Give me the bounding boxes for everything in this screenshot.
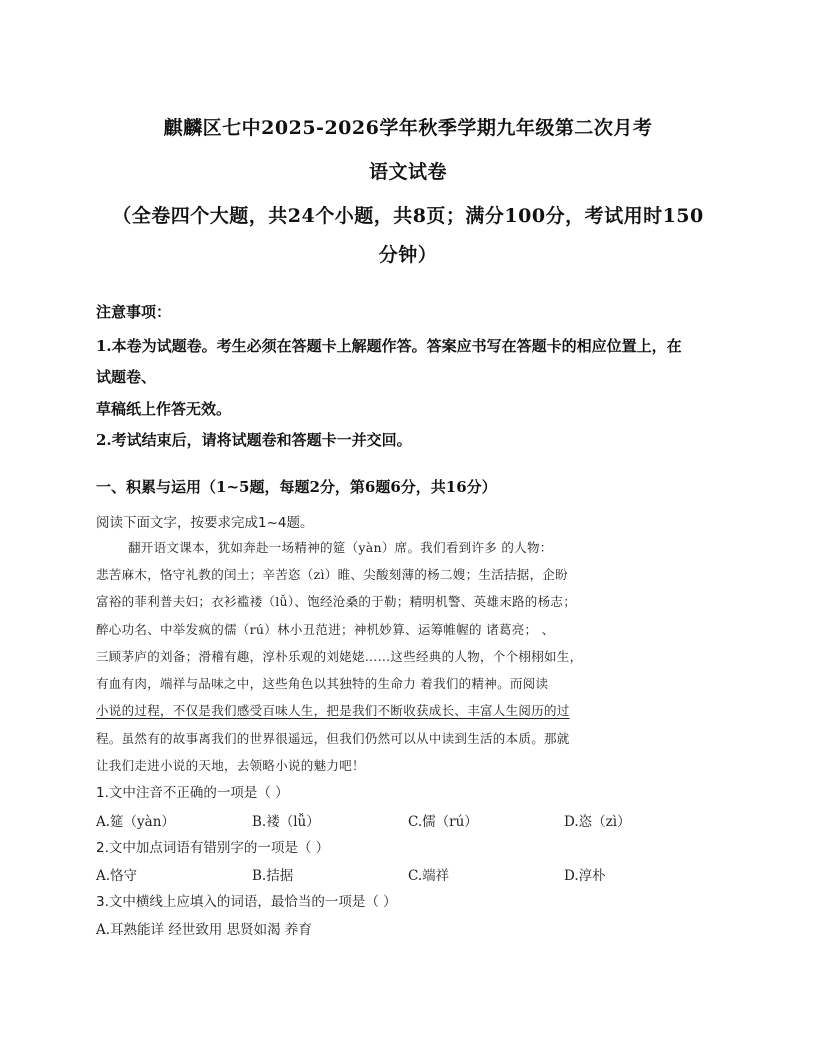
passage-line: 程。虽然有的故事离我们的世界很遥远，但我们仍然可以从中读到生活的本质。那就: [96, 731, 570, 746]
passage-line: 有血有肉，端祥与品味之中，这些角色以其独特的生命力 着我们的精神。而阅读: [96, 676, 549, 691]
question-1-stem: 1.文中注音不正确的一项是（ ）: [96, 785, 289, 801]
exam-title-line3: （全卷四个大题，共24个小题，共8页；满分100分，考试用时150: [112, 205, 704, 227]
passage-line: 让我们走进小说的天地，去领略小说的魅力吧！: [96, 758, 365, 773]
notes-item1-c: 草稿纸上作答无效。: [96, 400, 232, 418]
passage-line: 富裕的菲利普夫妇；衣衫褴褛（lǚ）、饱经沧桑的于勒；精明机警、英雄末路的杨志；: [96, 594, 576, 609]
question-2-stem: 2.文中加点词语有错别字的一项是（ ）: [96, 840, 330, 856]
notes-item1-b: 试题卷、: [96, 368, 157, 386]
exam-title-line2: 语文试卷: [368, 161, 447, 183]
question-2-option-d: D.淳朴: [564, 868, 606, 884]
passage-line-underlined: 小说的过程，不仅是我们感受百味人生，把是我们不断收获成长、丰富人生阅历的过: [96, 703, 570, 718]
question-2-option-c: C.端祥: [408, 868, 450, 884]
question-2-option-a: A.恪守: [96, 868, 138, 884]
notes-heading: 注意事项：: [96, 303, 172, 321]
question-1-option-b: B.褛（lǚ）: [252, 814, 320, 830]
passage-line: 翻开语文课本，犹如奔赴一场精神的筵（yàn）席。我们看到许多 的人物：: [128, 540, 553, 555]
question-2-option-b: B.拮据: [252, 868, 294, 884]
passage-line: 悲苦麻木，恪守礼教的闰土；辛苦恣（zì）睢、尖酸刻薄的杨二嫂；生活拮据，企盼: [96, 567, 568, 582]
notes-item2: 2.考试结束后，请将试题卷和答题卡一并交回。: [96, 431, 412, 449]
question-1-option-d: D.恣（zì）: [564, 814, 631, 830]
notes-item1-a: 1.本卷为试题卷。考生必须在答题卡上解题作答。答案应书写在答题卡的相应位置上，在: [96, 337, 682, 355]
question-1-option-a: A.筵（yàn）: [96, 814, 175, 830]
passage-line: 醉心功名、中举发疯的儒（rú）林小丑范进；神机妙算、运筹帷幄的 诸葛亮； 、: [96, 622, 555, 637]
question-3-option-a: A.耳熟能详 经世致用 思贤如渴 养育: [96, 922, 312, 938]
section1-heading: 一、积累与运用（1~5题，每题2分，第6题6分，共16分）: [96, 478, 497, 496]
passage-line: 三顾茅庐的刘备；滑稽有趣，淳朴乐观的刘姥姥……这些经典的人物，个个栩栩如生，: [96, 649, 583, 664]
section1-instruction: 阅读下面文字，按要求完成1~4题。: [96, 515, 314, 531]
exam-title-line1: 麒麟区七中2025-2026学年秋季学期九年级第二次月考: [163, 117, 653, 139]
exam-title-line4: 分钟）: [378, 244, 438, 266]
question-3-stem: 3.文中横线上应填入的词语，最恰当的一项是（ ）: [96, 894, 397, 910]
question-1-option-c: C.儒（rú）: [408, 814, 478, 830]
